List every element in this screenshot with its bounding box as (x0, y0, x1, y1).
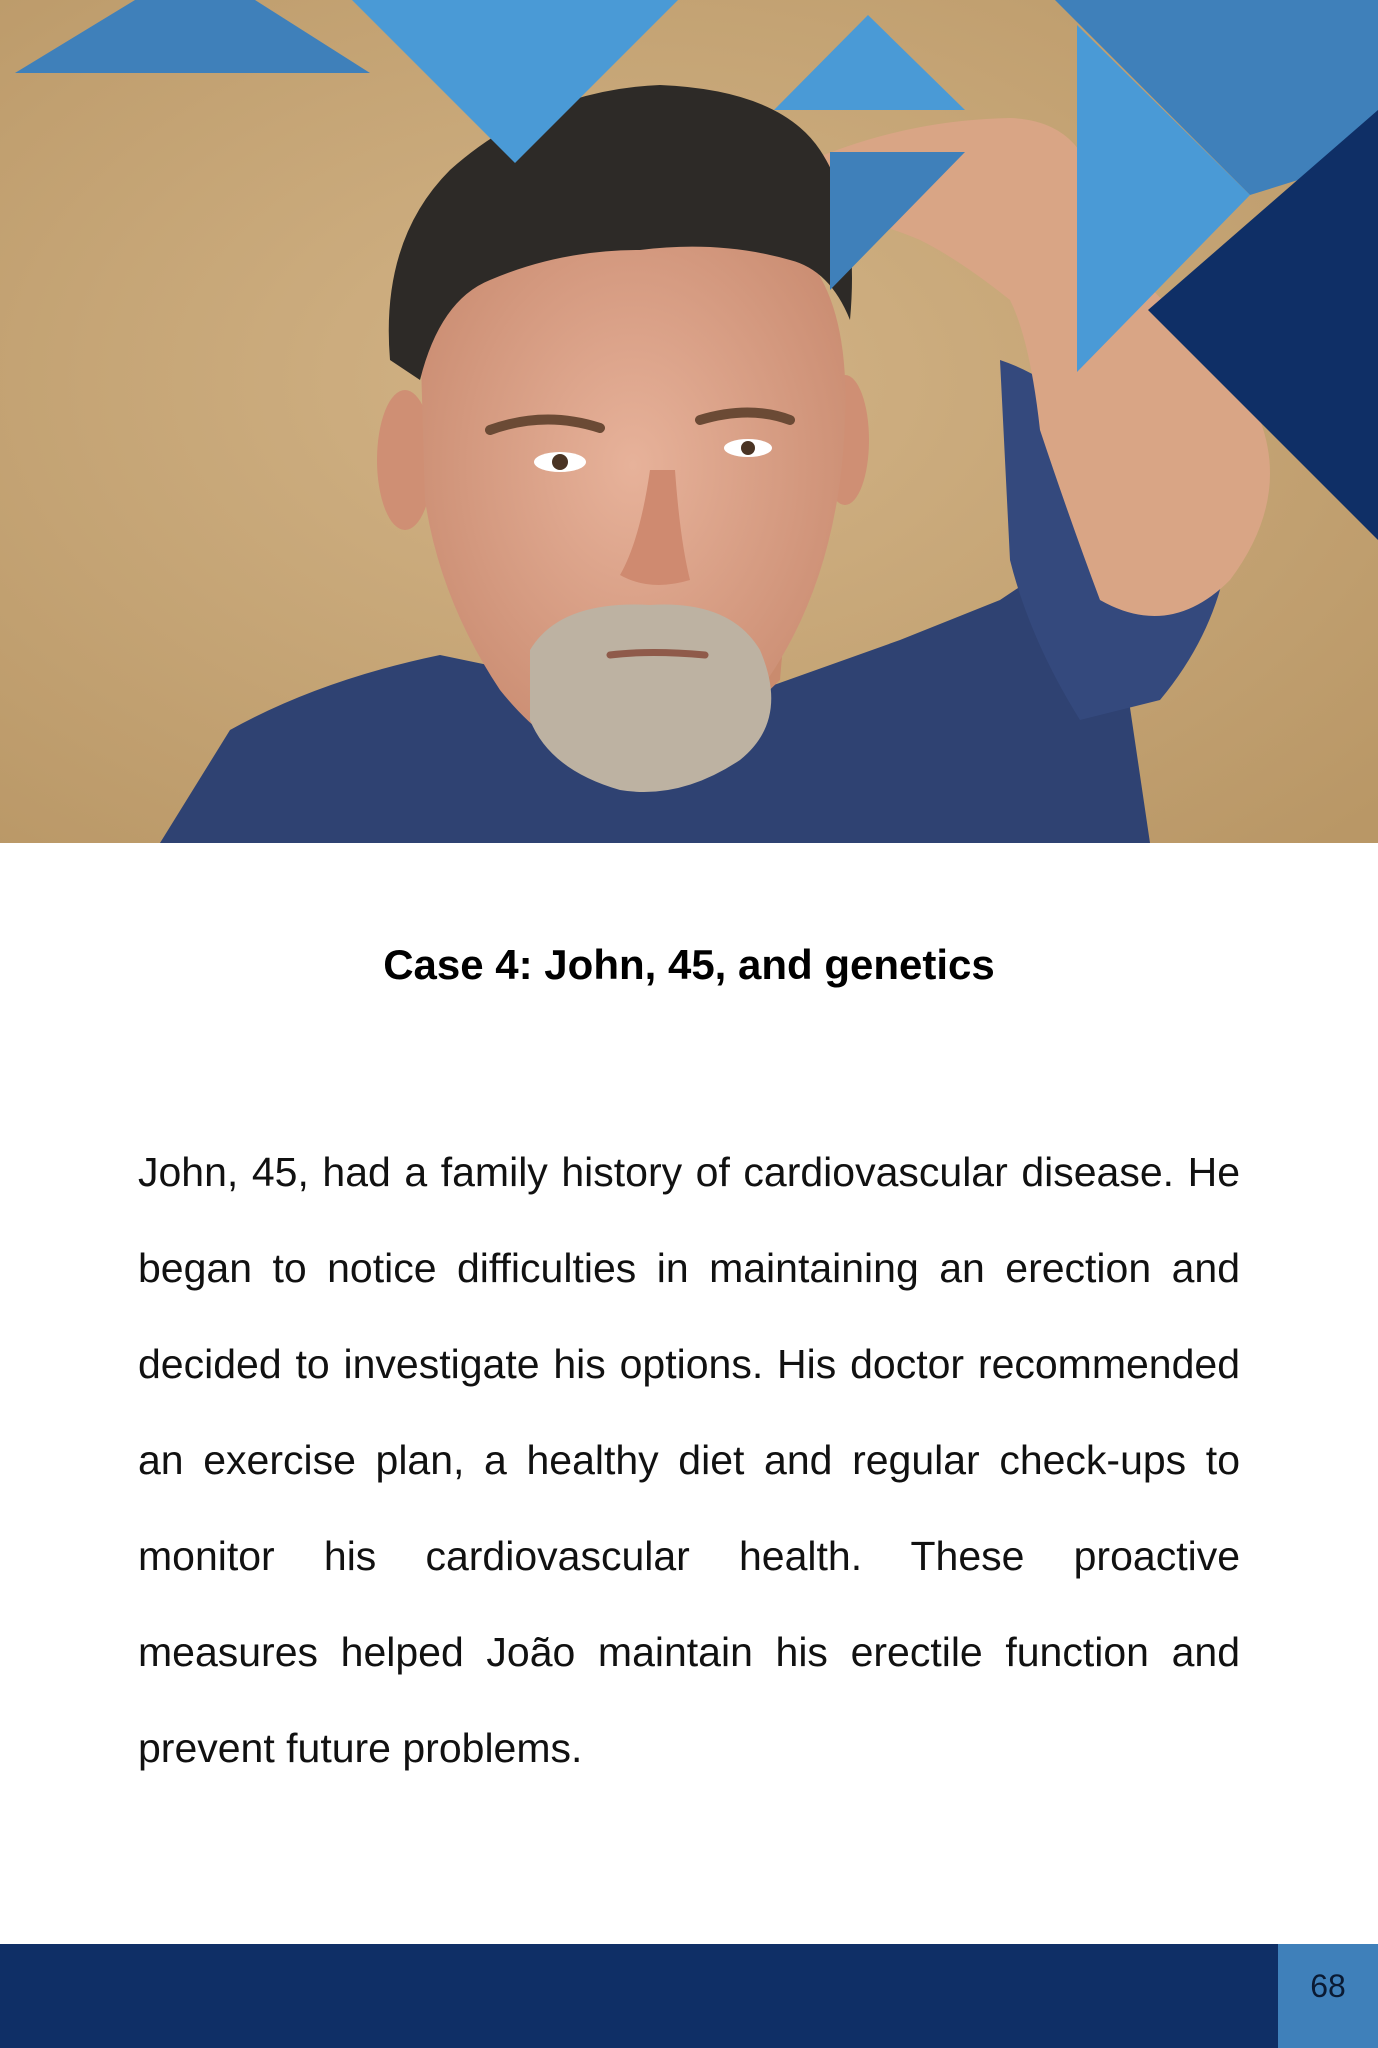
footer-bar (0, 1944, 1378, 2048)
page-number: 68 (1278, 1944, 1378, 2048)
case-body: John, 45, had a family history of cardiovascular disease. He began to notice difficulties in maintaining an erection and decided to investigate his options. His doctor recommended an exercise plan, a healthy diet and regular check-ups to monitor his cardiovascular health. These proactive measures helped João maintain his erectile function and prevent future problems. (138, 1149, 1240, 1771)
header-photo (0, 0, 1378, 843)
case-title: Case 4: John, 45, and genetics (383, 941, 995, 988)
